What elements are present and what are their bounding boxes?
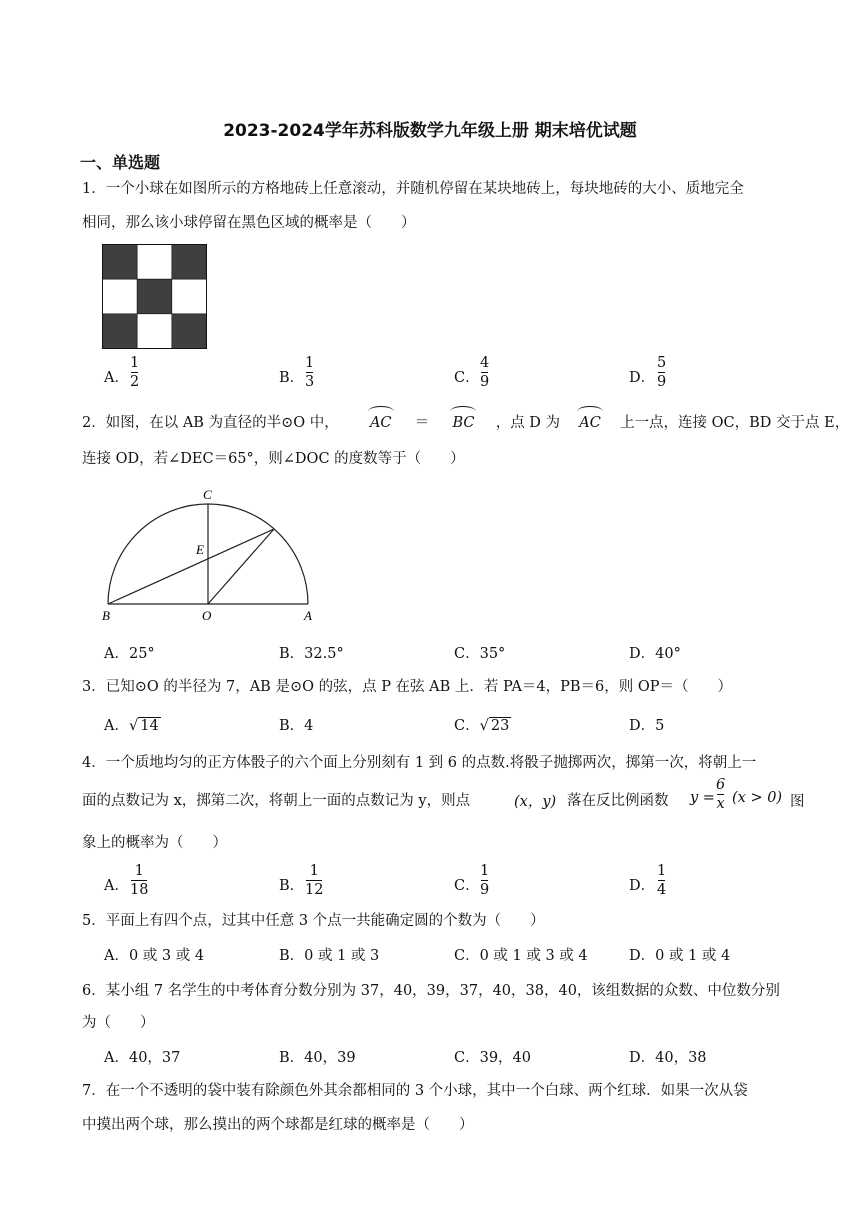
arc-bc: BC: [450, 412, 476, 434]
checkerboard-figure: [102, 244, 207, 349]
semicircle-figure: [98, 484, 328, 626]
q2-option-a: A．25°: [104, 646, 155, 662]
q3-option-c: C．√ 23: [454, 718, 510, 734]
q4-line2a: 面的点数记为 x，掷第二次，将朝上一面的点数记为 y，则点: [82, 793, 471, 809]
q6-option-c: C．39，40: [454, 1050, 531, 1066]
q5-option-c: C．0 或 1 或 3 或 4: [454, 948, 588, 964]
arc-ac-2: AC: [577, 412, 603, 434]
q4-option-d-fraction: 1 4: [657, 863, 667, 898]
q1-line2: 相同，那么该小球停留在黑色区域的概率是（ ）: [82, 215, 416, 231]
q4-option-b-label: B．: [279, 878, 305, 894]
q4-func-lhs: y =: [690, 790, 715, 806]
q1-option-b-label: B．: [279, 370, 305, 386]
q1-option-b-fraction: 1 3: [305, 355, 315, 390]
q4-func-cond: (x > 0): [732, 790, 783, 806]
q3-option-d: D．5: [629, 718, 665, 734]
q1-option-a-fraction: 1 2: [130, 355, 140, 390]
q5-option-a: A．0 或 3 或 4: [104, 948, 205, 964]
black-tile: [172, 245, 207, 280]
label-e: E: [196, 542, 204, 557]
white-tile: [103, 279, 138, 314]
q4-line3: 象上的概率为（ ）: [82, 835, 227, 851]
q6-line1: 6．某小组 7 名学生的中考体育分数分别为 37，40，39，37，40，38，40，该组数据的众数、中位数分别: [82, 983, 780, 999]
q1-option-c-fraction: 4 9: [480, 355, 490, 390]
q1-option-c-label: C．: [454, 370, 480, 386]
white-tile: [137, 245, 172, 280]
black-tile: [172, 314, 207, 349]
q4-option-b-fraction: 1 12: [305, 863, 324, 898]
white-tile: [137, 314, 172, 349]
black-tile: [137, 279, 172, 314]
arc-ac: AC: [368, 412, 394, 434]
q6-line2: 为（ ）: [82, 1015, 155, 1031]
q5-option-d: D．0 或 1 或 4: [629, 948, 731, 964]
q5-option-b: B．0 或 1 或 3: [279, 948, 380, 964]
label-a: A: [304, 608, 312, 623]
white-tile: [172, 279, 207, 314]
q1-option-d-fraction: 5 9: [657, 355, 667, 390]
q2-option-b: B．32.5°: [279, 646, 344, 662]
q2-line1: 2．如图，在以 AB 为直径的半⊙O 中， AC ＝ BC ，点 D 为 AC 上一点，连接 OC，BD 交于点 E，: [82, 412, 849, 434]
q3-option-b: B．4: [279, 718, 314, 734]
q7-line2: 中摸出两个球，那么摸出的两个球都是红球的概率是（ ）: [82, 1117, 474, 1133]
q7-line1: 7．在一个不透明的袋中装有除颜色外其余都相同的 3 个小球，其中一个白球、两个红球．如果一次从袋: [82, 1083, 748, 1099]
page-title: 2023-2024学年苏科版数学九年级上册 期末培优试题: [223, 121, 637, 141]
label-o: O: [202, 608, 212, 623]
q4-line2b: 落在反比例函数: [567, 793, 669, 809]
q4-option-a-fraction: 1 18: [130, 863, 149, 898]
q5-line1: 5．平面上有四个点，过其中任意 3 个点一共能确定圆的个数为（ ）: [82, 913, 545, 929]
q4-option-c-label: C．: [454, 878, 480, 894]
black-tile: [103, 314, 138, 349]
q4-option-a-label: A．: [104, 878, 129, 894]
q4-func-fraction: 6 x: [716, 777, 726, 812]
label-b: B: [102, 608, 110, 623]
q3-option-a: A．√ 14: [104, 718, 159, 734]
section-heading: 一、单选题: [80, 153, 161, 172]
q1-line1: 1．一个小球在如图所示的方格地砖上任意滚动，并随机停留在某块地砖上，每块地砖的大小、质地完全: [82, 181, 744, 197]
q4-line2c: 图: [790, 794, 805, 810]
q4-option-d-label: D．: [629, 878, 656, 894]
q4-option-c-fraction: 1 9: [480, 863, 490, 898]
q6-option-d: D．40，38: [629, 1050, 707, 1066]
q2-option-c: C．35°: [454, 646, 506, 662]
q4-line1: 4．一个质地均匀的正方体骰子的六个面上分别刻有 1 到 6 的点数.将骰子抛掷两次，掷第一次，将朝上一: [82, 755, 757, 771]
q1-option-d-label: D．: [629, 370, 656, 386]
q4-point: (x，y): [514, 794, 557, 810]
label-c: C: [203, 487, 212, 502]
q6-option-a: A．40，37: [104, 1050, 181, 1066]
q1-option-a-label: A．: [104, 370, 129, 386]
q2-line2: 连接 OD，若∠DEC＝65°，则∠DOC 的度数等于（ ）: [82, 451, 465, 467]
q3-line1: 3．已知⊙O 的半径为 7，AB 是⊙O 的弦，点 P 在弦 AB 上．若 PA＝4，PB＝6，则 OP＝（ ）: [82, 679, 733, 695]
black-tile: [103, 245, 138, 280]
q2-option-d: D．40°: [629, 646, 681, 662]
q6-option-b: B．40，39: [279, 1050, 356, 1066]
